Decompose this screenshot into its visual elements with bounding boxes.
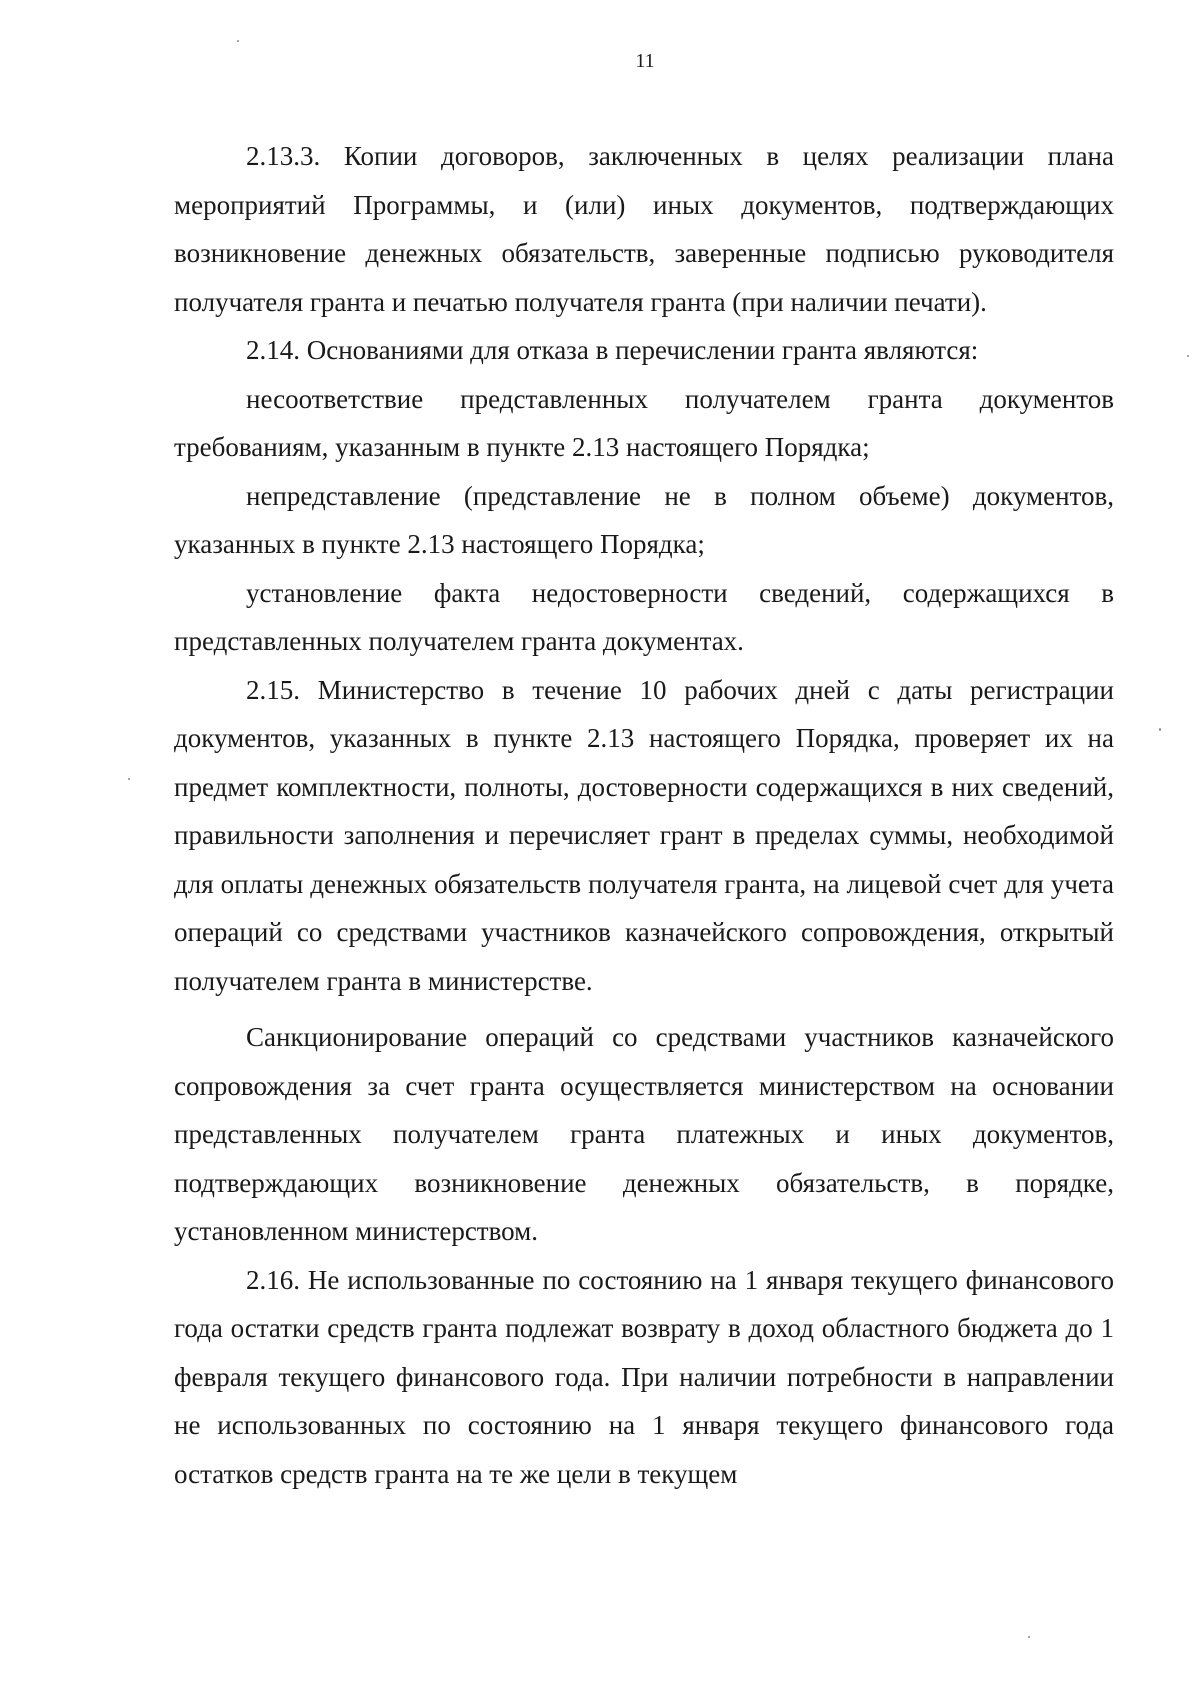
paragraph-2-14-item-1: несоответствие представленных получателем гранта документов требованиям, указанным в пункте 2.13 настоящего Порядка; bbox=[174, 383, 1114, 462]
paragraph-2-15: 2.15. Министерство в течение 10 рабочих дней с даты регистрации документов, указанных в пункте 2.13 настоящего Порядка, проверяет их на предмет комплектности, полноты, достоверности содержащихся в них сведений, правильности заполнения и перечисляет грант в пределах суммы, необходимой для оплаты денежных обязательств получателя гранта, на лицевой счет для учета операций со средствами участников казначейского сопровождения, открытый получателем гранта в министерстве. bbox=[174, 674, 1114, 996]
paragraph-2-15-sanction: Санкционирование операций со средствами участников казначейского сопровождения за счет гранта осуществляется министерством на основании представленных получателем гранта платежных и иных документов, подтверждающих возникновение денежных обязательств, в порядке, установленном министерством. bbox=[174, 1022, 1114, 1246]
scan-speck bbox=[237, 40, 239, 42]
paragraph-2-14: 2.14. Основаниями для отказа в перечислении гранта являются: bbox=[246, 335, 979, 365]
scan-speck bbox=[128, 778, 130, 780]
scan-speck bbox=[1159, 728, 1161, 731]
paragraph-2-14-item-3: установление факта недостоверности сведений, содержащихся в представленных получателем гранта документах. bbox=[174, 577, 1114, 656]
paragraph-2-16: 2.16. Не использованные по состоянию на 1 января текущего финансового года остатки средств гранта подлежат возврату в доход областного бюджета до 1 февраля текущего финансового года. При наличии потребности в направлении не использованных по состоянию на 1 января текущего финансового года остатков средств гранта на те же цели в текущем bbox=[174, 1264, 1114, 1489]
paragraph-2-14-item-2: непредставление (представление не в полном объеме) документов, указанных в пункте 2.13 настоящего Порядка; bbox=[174, 480, 1114, 559]
scan-speck bbox=[1028, 1636, 1030, 1638]
scan-speck bbox=[1187, 355, 1189, 357]
page-number: 11 bbox=[635, 50, 655, 72]
document-body bbox=[174, 132, 1114, 1498]
paragraph-2-13-3: 2.13.3. Копии договоров, заключенных в целях реализации плана мероприятий Программы, и (или) иных документов, подтверждающих возникновение денежных обязательств, заверенные подписью руководителя получателя гранта и печатью получателя гранта (при наличии печати). bbox=[174, 141, 1114, 317]
